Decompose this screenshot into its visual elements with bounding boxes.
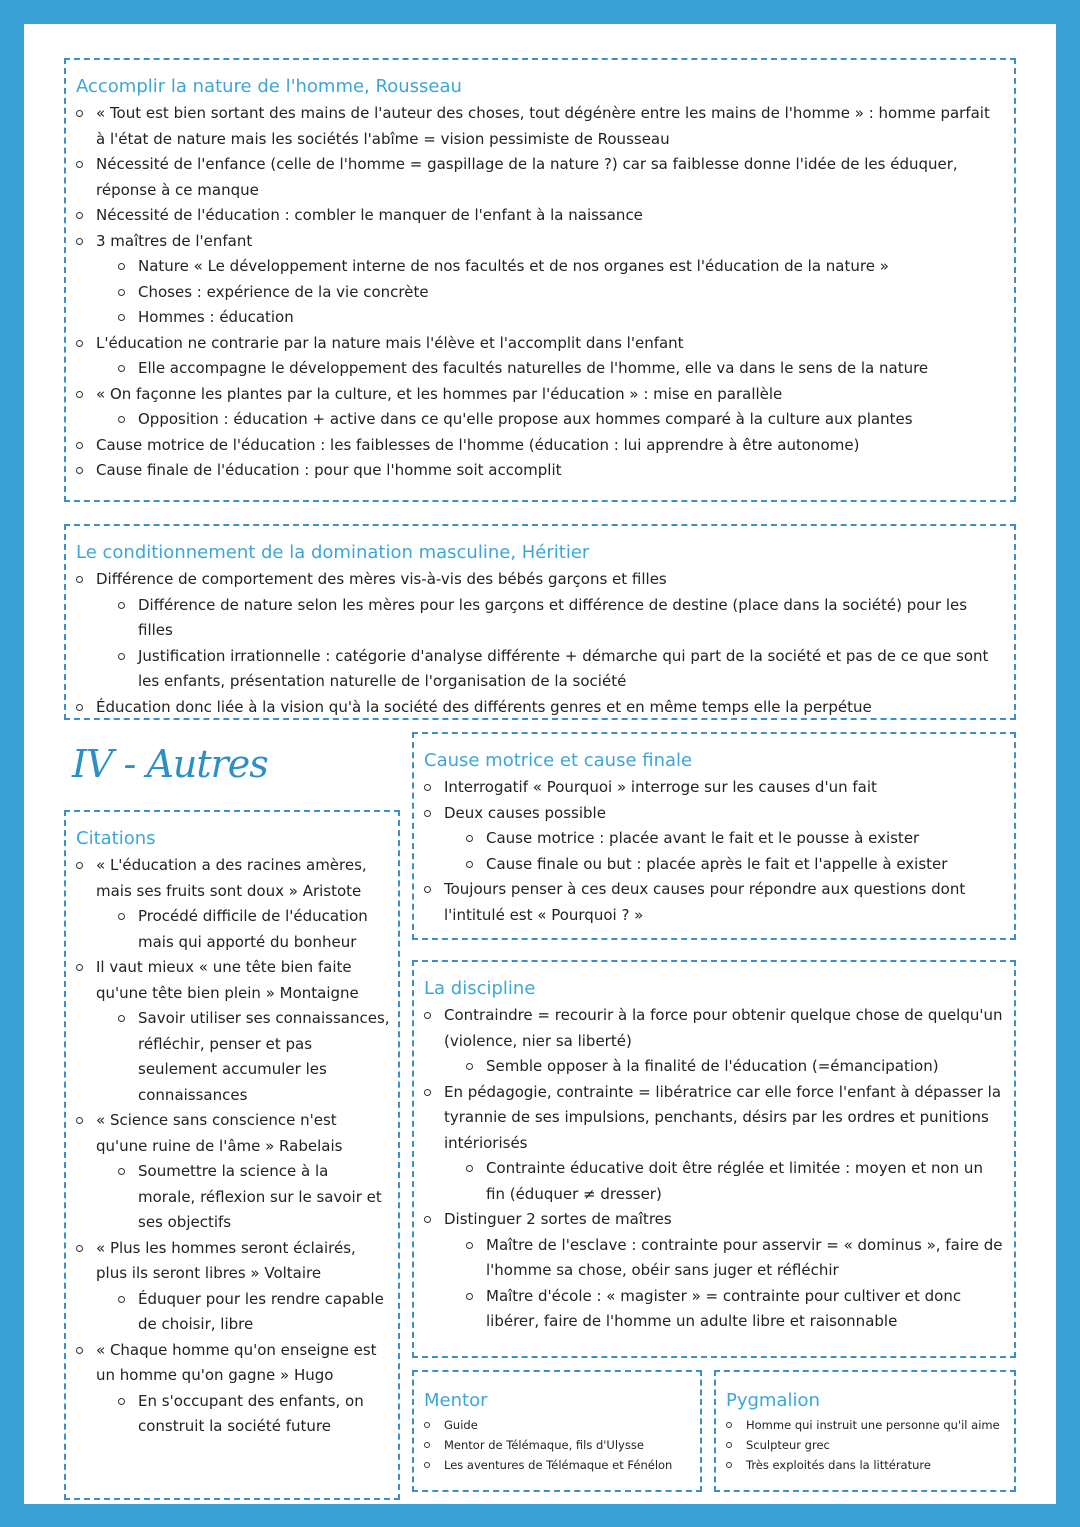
list-item [76,1338,390,1389]
list-item-text: Sculpteur grec [746,1438,830,1452]
list-item-text: Justification irrationnelle : catégorie d'analyse différente + démarche qui part de la société et pas de ce que sont les enfants, présentation naturelle de l'organisation de la société [138,646,989,690]
list-item [424,1207,1006,1233]
pygmalion-box [714,1370,1016,1492]
list-item [76,101,994,152]
list-item-text: En pédagogie, contrainte = libératrice car elle force l'enfant à dépasser la tyrannie de ses impulsions, penchants, désirs par les ordres et punitions intériorisés [444,1082,1002,1152]
list-item-text: Cause motrice : placée avant le fait et le pousse à exister [486,829,920,847]
citations-box [64,810,400,1500]
list-item [76,644,994,695]
list-item [726,1415,1006,1435]
citations-list [76,853,390,1440]
list-item-text: Contrainte éducative doit être réglée et limitée : moyen et non un fin (éduquer ≠ dresser) [486,1159,983,1203]
list-item-text: Elle accompagne le développement des facultés naturelles de l'homme, elle va dans le sens de la nature [138,359,929,377]
list-item-text: Guide [444,1418,478,1432]
list-item-text: Maître d'école : « magister » = contrainte pour cultiver et donc libérer, faire de l'homme un adulte libre et raisonnable [486,1286,962,1330]
list-item-text: « Tout est bien sortant des mains de l'auteur des choses, tout dégénère entre les mains de l'homme » : homme parfait à l'état de nature mais les sociétés l'abîme = vision pessimiste de Rousseau [96,104,990,148]
list-item-text: Semble opposer à la finalité de l'éducation (=émancipation) [486,1057,939,1075]
rousseau-title: Accomplir la nature de l'homme, Rousseau [76,76,462,97]
mentor-list [424,1415,692,1475]
mentor-box [412,1370,702,1492]
rousseau-box [64,58,1016,502]
list-item-text: Nécessité de l'éducation : combler le manquer de l'enfant à la naissance [96,206,643,224]
list-item-text: « L'éducation a des racines amères, mais ses fruits sont doux » Aristote [96,856,367,900]
list-item [76,203,994,229]
list-item [424,1003,1006,1054]
list-item-text: Hommes : éducation [138,308,294,326]
list-item-text: Choses : expérience de la vie concrète [138,282,429,301]
list-item [76,356,994,382]
list-item-text: Éducation donc liée à la vision qu'à la société des différents genres et en même temps elle la perpétue [96,697,872,716]
list-item-text: « On façonne les plantes par la culture, et les hommes par l'éducation » : mise en parallèle [96,384,783,403]
list-item-text: En s'occupant des enfants, on construit la société future [138,1391,364,1435]
heritier-box [64,524,1016,720]
list-item [76,305,994,331]
list-item-text: Maître de l'esclave : contrainte pour asservir = « dominus », faire de l'homme sa chose, obéir sans juger et réfléchir [486,1235,1003,1279]
list-item [76,904,390,955]
list-item [424,1156,1006,1207]
list-item [76,1236,390,1287]
page [24,24,1056,1504]
list-item [424,1054,1006,1080]
list-item-text: Mentor de Télémaque, fils d'Ulysse [444,1438,644,1452]
list-item-text: Les aventures de Télémaque et Fénélon [444,1458,673,1472]
list-item [76,382,994,408]
list-item-text: Homme qui instruit une personne qu'il aime [746,1418,1000,1432]
pygmalion-title: Pygmalion [726,1390,820,1411]
list-item [424,852,1006,878]
list-item [76,229,994,255]
list-item-text: L'éducation ne contrarie par la nature mais l'élève et l'accomplit dans l'enfant [96,333,684,352]
discipline-list [424,1003,1006,1335]
list-item [76,1159,390,1236]
list-item [424,775,1006,801]
citations-title: Citations [76,828,156,849]
list-item-text: Cause motrice de l'éducation : les faiblesses de l'homme (éducation : lui apprendre à être autonome) [96,435,860,454]
heritier-list [76,567,994,720]
list-item [76,1108,390,1159]
list-item-text: 3 maîtres de l'enfant [96,231,253,250]
list-item [424,1284,1006,1335]
section-title: IV - Autres [72,742,268,786]
list-item [76,331,994,357]
list-item [76,458,994,484]
list-item-text: « Chaque homme qu'on enseigne est un homme qu'on gagne » Hugo [96,1340,377,1384]
list-item [424,826,1006,852]
list-item [76,1389,390,1440]
list-item-text: « Plus les hommes seront éclairés, plus ils seront libres » Voltaire [96,1238,356,1282]
rousseau-list [76,101,994,484]
list-item [726,1435,1006,1455]
list-item-text: Différence de nature selon les mères pour les garçons et différence de destine (place dans la société) pour les filles [138,595,968,639]
list-item-text: Interrogatif « Pourquoi » interroge sur les causes d'un fait [444,778,877,796]
cause-box [412,732,1016,940]
list-item-text: Cause finale de l'éducation : pour que l'homme soit accomplit [96,461,562,479]
list-item-text: Toujours penser à ces deux causes pour répondre aux questions dont l'intitulé est « Pourquoi ? » [444,880,966,924]
list-item-text: Très exploités dans la littérature [746,1458,931,1472]
list-item-text: « Science sans conscience n'est qu'une ruine de l'âme » Rabelais [96,1111,343,1155]
list-item [76,1006,390,1108]
list-item-text: Soumettre la science à la morale, réflexion sur le savoir et ses objectifs [138,1162,382,1231]
discipline-box [412,960,1016,1358]
list-item-text: Contraindre = recourir à la force pour obtenir quelque chose de quelqu'un (violence, nier sa liberté) [444,1006,1003,1050]
discipline-title: La discipline [424,978,536,999]
list-item-text: Nécessité de l'enfance (celle de l'homme = gaspillage de la nature ?) car sa faiblesse donne l'idée de les éduquer, réponse à ce manque [96,155,958,199]
list-item-text: Nature « Le développement interne de nos facultés et de nos organes est l'éducation de la nature » [138,257,889,275]
list-item [76,567,994,593]
list-item-text: Il vaut mieux « une tête bien faite qu'une tête bien plein » Montaigne [96,958,359,1002]
cause-list [424,775,1006,928]
list-item [726,1455,1006,1475]
cause-title: Cause motrice et cause finale [424,750,693,771]
list-item-text: Savoir utiliser ses connaissances, réfléchir, penser et pas seulement accumuler les connaissances [138,1009,390,1104]
list-item-text: Deux causes possible [444,803,606,822]
pygmalion-list [726,1415,1006,1475]
list-item [76,280,994,306]
list-item [76,407,994,433]
list-item [76,695,994,721]
list-item [76,593,994,644]
list-item [76,1287,390,1338]
list-item-text: Cause finale ou but : placée après le fait et l'appelle à exister [486,854,948,873]
list-item-text: Distinguer 2 sortes de maîtres [444,1210,672,1228]
list-item [424,1455,692,1475]
mentor-title: Mentor [424,1390,488,1411]
list-item [76,853,390,904]
list-item [424,1233,1006,1284]
heritier-title: Le conditionnement de la domination masculine, Héritier [76,542,590,563]
list-item [76,433,994,459]
list-item-text: Procédé difficile de l'éducation mais qui apporté du bonheur [138,907,368,951]
list-item [424,877,1006,928]
list-item-text: Éduquer pour les rendre capable de choisir, libre [138,1289,384,1333]
list-item [76,254,994,280]
list-item [424,1435,692,1455]
list-item [76,152,994,203]
list-item [424,1415,692,1435]
list-item-text: Différence de comportement des mères vis-à-vis des bébés garçons et filles [96,570,667,588]
list-item-text: Opposition : éducation + active dans ce qu'elle propose aux hommes comparé à la culture aux plantes [138,410,913,428]
list-item [424,1080,1006,1157]
list-item [76,955,390,1006]
list-item [424,801,1006,827]
